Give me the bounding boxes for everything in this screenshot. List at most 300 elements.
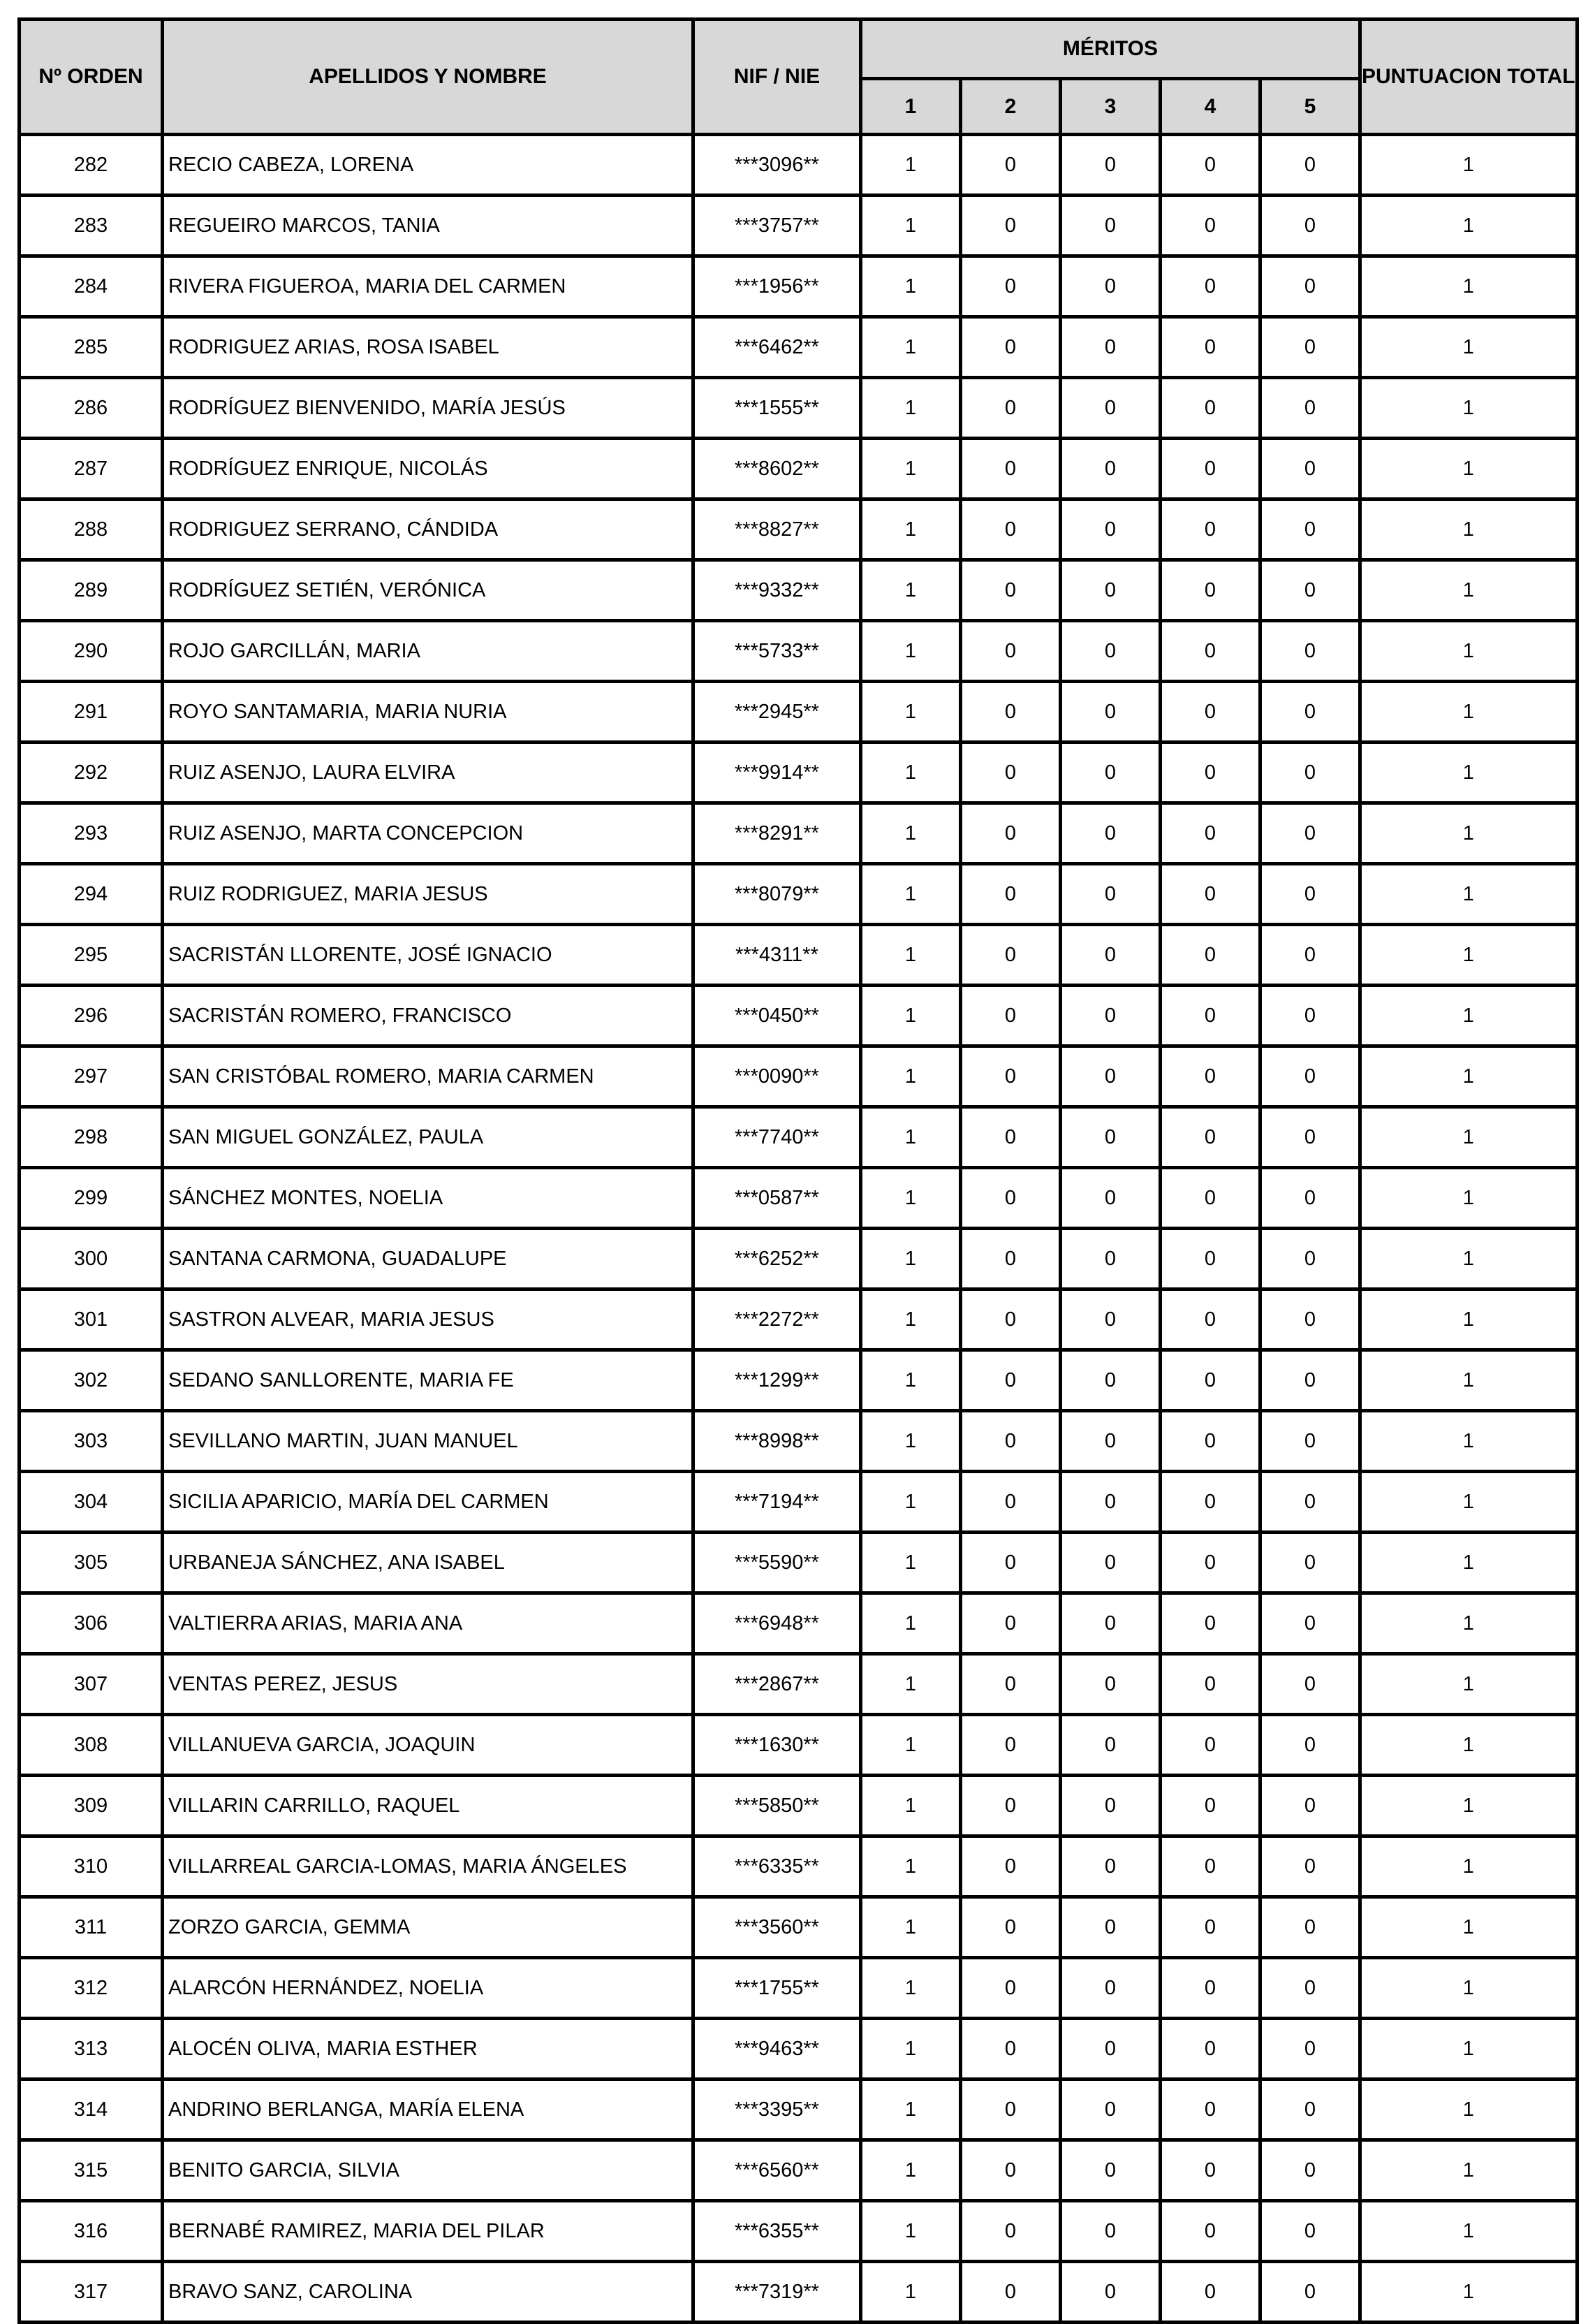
merit-5-cell: 0 [1260,2262,1360,2323]
column-header-nombre: APELLIDOS Y NOMBRE [163,20,693,135]
nif-cell: ***3096** [693,135,861,196]
merit-5-cell: 0 [1260,1046,1360,1107]
merit-4-cell: 0 [1161,1533,1260,1593]
nif-cell: ***8998** [693,1411,861,1472]
merit-1-cell: 1 [861,621,961,682]
table-row [20,1168,1578,1229]
merit-1-cell: 1 [861,1350,961,1411]
order-cell: 317 [20,2262,163,2323]
merit-4-cell: 0 [1161,1715,1260,1776]
merit-5-cell: 0 [1260,135,1360,196]
merit-4-cell: 0 [1161,1593,1260,1654]
merit-2-cell: 0 [961,135,1061,196]
name-cell: SICILIA APARICIO, MARÍA DEL CARMEN [163,1472,693,1533]
name-cell: BENITO GARCIA, SILVIA [163,2140,693,2201]
total-cell: 1 [1360,2019,1578,2080]
nif-cell: ***6355** [693,2201,861,2262]
total-cell: 1 [1360,682,1578,743]
order-cell: 304 [20,1472,163,1533]
merit-5-cell: 0 [1260,560,1360,621]
order-cell: 302 [20,1350,163,1411]
name-cell: RODRÍGUEZ SETIÉN, VERÓNICA [163,560,693,621]
total-cell: 1 [1360,2262,1578,2323]
name-cell: SAN MIGUEL GONZÁLEZ, PAULA [163,1107,693,1168]
order-cell: 296 [20,986,163,1046]
merit-3-cell: 0 [1061,2080,1161,2140]
merit-2-cell: 0 [961,1229,1061,1289]
table-row [20,560,1578,621]
merit-1-cell: 1 [861,1654,961,1715]
table-row [20,1533,1578,1593]
order-cell: 289 [20,560,163,621]
name-cell: SEDANO SANLLORENTE, MARIA FE [163,1350,693,1411]
merit-3-cell: 0 [1061,1654,1161,1715]
name-cell: SANTANA CARMONA, GUADALUPE [163,1229,693,1289]
merit-3-cell: 0 [1061,1411,1161,1472]
merit-4-cell: 0 [1161,1229,1260,1289]
merit-3-cell: 0 [1061,2262,1161,2323]
total-cell: 1 [1360,256,1578,317]
merit-2-cell: 0 [961,439,1061,499]
total-cell: 1 [1360,196,1578,256]
merit-3-cell: 0 [1061,1533,1161,1593]
nif-cell: ***9332** [693,560,861,621]
merit-4-cell: 0 [1161,499,1260,560]
nif-cell: ***2867** [693,1654,861,1715]
merit-1-cell: 1 [861,2262,961,2323]
nif-cell: ***6335** [693,1836,861,1897]
name-cell: SAN CRISTÓBAL ROMERO, MARIA CARMEN [163,1046,693,1107]
merit-5-cell: 0 [1260,1836,1360,1897]
nif-cell: ***5850** [693,1776,861,1836]
total-cell: 1 [1360,1289,1578,1350]
merit-2-cell: 0 [961,1715,1061,1776]
merit-3-cell: 0 [1061,135,1161,196]
order-cell: 285 [20,317,163,378]
merit-5-cell: 0 [1260,743,1360,803]
merit-4-cell: 0 [1161,682,1260,743]
name-cell: RODRIGUEZ SERRANO, CÁNDIDA [163,499,693,560]
merit-3-cell: 0 [1061,986,1161,1046]
merit-2-cell: 0 [961,803,1061,864]
table-row [20,1350,1578,1411]
total-cell: 1 [1360,1776,1578,1836]
order-cell: 305 [20,1533,163,1593]
merit-4-cell: 0 [1161,256,1260,317]
merit-2-cell: 0 [961,1533,1061,1593]
total-cell: 1 [1360,2140,1578,2201]
merit-4-cell: 0 [1161,2201,1260,2262]
merit-3-cell: 0 [1061,1593,1161,1654]
merit-3-cell: 0 [1061,1958,1161,2019]
name-cell: RODRÍGUEZ BIENVENIDO, MARÍA JESÚS [163,378,693,439]
column-header-merito-4: 4 [1161,79,1260,135]
merit-3-cell: 0 [1061,317,1161,378]
nif-cell: ***0587** [693,1168,861,1229]
merit-4-cell: 0 [1161,1958,1260,2019]
merit-4-cell: 0 [1161,2140,1260,2201]
total-cell: 1 [1360,1411,1578,1472]
merit-5-cell: 0 [1260,803,1360,864]
merit-4-cell: 0 [1161,1776,1260,1836]
merit-1-cell: 1 [861,1472,961,1533]
order-cell: 308 [20,1715,163,1776]
table-row [20,378,1578,439]
order-cell: 287 [20,439,163,499]
order-cell: 301 [20,1289,163,1350]
order-cell: 297 [20,1046,163,1107]
merit-2-cell: 0 [961,1107,1061,1168]
merit-1-cell: 1 [861,378,961,439]
name-cell: RUIZ ASENJO, LAURA ELVIRA [163,743,693,803]
name-cell: RODRÍGUEZ ENRIQUE, NICOLÁS [163,439,693,499]
merit-5-cell: 0 [1260,1472,1360,1533]
merit-2-cell: 0 [961,1472,1061,1533]
merit-4-cell: 0 [1161,1472,1260,1533]
merit-5-cell: 0 [1260,2019,1360,2080]
total-cell: 1 [1360,1533,1578,1593]
name-cell: RUIZ ASENJO, MARTA CONCEPCION [163,803,693,864]
merit-4-cell: 0 [1161,1107,1260,1168]
table-row [20,2201,1578,2262]
merit-2-cell: 0 [961,2019,1061,2080]
table-row [20,682,1578,743]
merit-2-cell: 0 [961,317,1061,378]
merit-3-cell: 0 [1061,378,1161,439]
nif-cell: ***8602** [693,439,861,499]
name-cell: URBANEJA SÁNCHEZ, ANA ISABEL [163,1533,693,1593]
table-row [20,803,1578,864]
merit-3-cell: 0 [1061,864,1161,925]
merit-3-cell: 0 [1061,2140,1161,2201]
total-cell: 1 [1360,925,1578,986]
name-cell: VILLARIN CARRILLO, RAQUEL [163,1776,693,1836]
merit-1-cell: 1 [861,1593,961,1654]
table-body [20,135,1578,2323]
merit-4-cell: 0 [1161,803,1260,864]
merit-3-cell: 0 [1061,1715,1161,1776]
merit-2-cell: 0 [961,499,1061,560]
name-cell: SACRISTÁN ROMERO, FRANCISCO [163,986,693,1046]
table-row [20,1836,1578,1897]
merit-5-cell: 0 [1260,1654,1360,1715]
merit-2-cell: 0 [961,1958,1061,2019]
merit-1-cell: 1 [861,1897,961,1958]
table-header [20,20,1578,135]
order-cell: 306 [20,1593,163,1654]
table-row [20,499,1578,560]
merit-3-cell: 0 [1061,2201,1161,2262]
merit-3-cell: 0 [1061,1897,1161,1958]
merit-2-cell: 0 [961,1168,1061,1229]
order-cell: 309 [20,1776,163,1836]
name-cell: BRAVO SANZ, CAROLINA [163,2262,693,2323]
total-cell: 1 [1360,1593,1578,1654]
merit-2-cell: 0 [961,1836,1061,1897]
total-cell: 1 [1360,317,1578,378]
table-row [20,256,1578,317]
merit-2-cell: 0 [961,621,1061,682]
merit-1-cell: 1 [861,803,961,864]
nif-cell: ***9914** [693,743,861,803]
merit-5-cell: 0 [1260,1715,1360,1776]
merit-3-cell: 0 [1061,196,1161,256]
total-cell: 1 [1360,986,1578,1046]
table-row [20,986,1578,1046]
total-cell: 1 [1360,2080,1578,2140]
table-row [20,317,1578,378]
nif-cell: ***5733** [693,621,861,682]
merit-4-cell: 0 [1161,317,1260,378]
column-header-orden: Nº ORDEN [20,20,163,135]
merit-1-cell: 1 [861,439,961,499]
merit-3-cell: 0 [1061,1107,1161,1168]
name-cell: REGUEIRO MARCOS, TANIA [163,196,693,256]
total-cell: 1 [1360,1715,1578,1776]
order-cell: 316 [20,2201,163,2262]
name-cell: SEVILLANO MARTIN, JUAN MANUEL [163,1411,693,1472]
total-cell: 1 [1360,1472,1578,1533]
merit-3-cell: 0 [1061,1350,1161,1411]
nif-cell: ***1755** [693,1958,861,2019]
nif-cell: ***8291** [693,803,861,864]
order-cell: 310 [20,1836,163,1897]
merit-4-cell: 0 [1161,135,1260,196]
merit-3-cell: 0 [1061,925,1161,986]
total-cell: 1 [1360,621,1578,682]
merit-4-cell: 0 [1161,1046,1260,1107]
total-cell: 1 [1360,743,1578,803]
nif-cell: ***6948** [693,1593,861,1654]
total-cell: 1 [1360,378,1578,439]
order-cell: 286 [20,378,163,439]
merit-5-cell: 0 [1260,925,1360,986]
merit-1-cell: 1 [861,256,961,317]
nif-cell: ***4311** [693,925,861,986]
order-cell: 300 [20,1229,163,1289]
name-cell: SACRISTÁN LLORENTE, JOSÉ IGNACIO [163,925,693,986]
merit-4-cell: 0 [1161,1411,1260,1472]
merit-3-cell: 0 [1061,499,1161,560]
merit-5-cell: 0 [1260,1168,1360,1229]
merit-2-cell: 0 [961,1654,1061,1715]
merit-1-cell: 1 [861,1715,961,1776]
table-row [20,1289,1578,1350]
merit-2-cell: 0 [961,986,1061,1046]
merit-2-cell: 0 [961,1897,1061,1958]
total-cell: 1 [1360,135,1578,196]
merit-5-cell: 0 [1260,986,1360,1046]
order-cell: 293 [20,803,163,864]
merit-5-cell: 0 [1260,1776,1360,1836]
merit-2-cell: 0 [961,2262,1061,2323]
merit-2-cell: 0 [961,1350,1061,1411]
order-cell: 303 [20,1411,163,1472]
merit-2-cell: 0 [961,1411,1061,1472]
merit-1-cell: 1 [861,1229,961,1289]
merit-3-cell: 0 [1061,1289,1161,1350]
table-row [20,1654,1578,1715]
table-row [20,1958,1578,2019]
merit-5-cell: 0 [1260,2140,1360,2201]
column-header-merito-3: 3 [1061,79,1161,135]
nif-cell: ***0450** [693,986,861,1046]
merit-2-cell: 0 [961,2201,1061,2262]
merit-4-cell: 0 [1161,1654,1260,1715]
merit-5-cell: 0 [1260,1289,1360,1350]
nif-cell: ***1555** [693,378,861,439]
merit-3-cell: 0 [1061,803,1161,864]
nif-cell: ***3757** [693,196,861,256]
merit-4-cell: 0 [1161,2080,1260,2140]
merit-4-cell: 0 [1161,864,1260,925]
table-row [20,621,1578,682]
merit-4-cell: 0 [1161,1897,1260,1958]
header-row-main [20,20,1578,79]
nif-cell: ***8079** [693,864,861,925]
merit-1-cell: 1 [861,317,961,378]
total-cell: 1 [1360,1229,1578,1289]
merit-4-cell: 0 [1161,439,1260,499]
total-cell: 1 [1360,803,1578,864]
order-cell: 288 [20,499,163,560]
order-cell: 292 [20,743,163,803]
nif-cell: ***9463** [693,2019,861,2080]
table-row [20,864,1578,925]
merit-3-cell: 0 [1061,1836,1161,1897]
table-row [20,2019,1578,2080]
total-cell: 1 [1360,1654,1578,1715]
nif-cell: ***0090** [693,1046,861,1107]
total-cell: 1 [1360,439,1578,499]
order-cell: 282 [20,135,163,196]
table-row [20,135,1578,196]
merit-4-cell: 0 [1161,1836,1260,1897]
merit-1-cell: 1 [861,925,961,986]
merit-5-cell: 0 [1260,1958,1360,2019]
merit-1-cell: 1 [861,560,961,621]
merit-4-cell: 0 [1161,1168,1260,1229]
nif-cell: ***2945** [693,682,861,743]
merit-5-cell: 0 [1260,2080,1360,2140]
total-cell: 1 [1360,1107,1578,1168]
merit-1-cell: 1 [861,2201,961,2262]
order-cell: 295 [20,925,163,986]
merit-2-cell: 0 [961,1046,1061,1107]
merit-4-cell: 0 [1161,925,1260,986]
merit-5-cell: 0 [1260,256,1360,317]
table-row [20,1897,1578,1958]
merit-2-cell: 0 [961,743,1061,803]
merit-3-cell: 0 [1061,1229,1161,1289]
name-cell: VENTAS PEREZ, JESUS [163,1654,693,1715]
merit-2-cell: 0 [961,864,1061,925]
merit-1-cell: 1 [861,1533,961,1593]
name-cell: RUIZ RODRIGUEZ, MARIA JESUS [163,864,693,925]
nif-cell: ***7194** [693,1472,861,1533]
table-row [20,925,1578,986]
nif-cell: ***3395** [693,2080,861,2140]
merit-5-cell: 0 [1260,621,1360,682]
order-cell: 314 [20,2080,163,2140]
merit-1-cell: 1 [861,499,961,560]
merit-1-cell: 1 [861,135,961,196]
name-cell: RODRIGUEZ ARIAS, ROSA ISABEL [163,317,693,378]
table-row [20,1472,1578,1533]
total-cell: 1 [1360,864,1578,925]
merit-2-cell: 0 [961,925,1061,986]
table-row [20,2080,1578,2140]
merit-3-cell: 0 [1061,621,1161,682]
merit-3-cell: 0 [1061,256,1161,317]
merit-1-cell: 1 [861,682,961,743]
results-table [17,17,1579,2324]
name-cell: VILLANUEVA GARCIA, JOAQUIN [163,1715,693,1776]
total-cell: 1 [1360,560,1578,621]
merit-4-cell: 0 [1161,378,1260,439]
merit-3-cell: 0 [1061,682,1161,743]
column-header-merito-2: 2 [961,79,1061,135]
merit-1-cell: 1 [861,864,961,925]
merit-1-cell: 1 [861,1958,961,2019]
column-header-merito-5: 5 [1260,79,1360,135]
order-cell: 283 [20,196,163,256]
merit-5-cell: 0 [1260,682,1360,743]
table-row [20,1715,1578,1776]
merit-3-cell: 0 [1061,2019,1161,2080]
order-cell: 311 [20,1897,163,1958]
total-cell: 1 [1360,499,1578,560]
merit-5-cell: 0 [1260,196,1360,256]
merit-5-cell: 0 [1260,1533,1360,1593]
name-cell: BERNABÉ RAMIREZ, MARIA DEL PILAR [163,2201,693,2262]
nif-cell: ***7319** [693,2262,861,2323]
merit-2-cell: 0 [961,1289,1061,1350]
order-cell: 298 [20,1107,163,1168]
merit-4-cell: 0 [1161,621,1260,682]
table-row [20,1046,1578,1107]
merit-4-cell: 0 [1161,743,1260,803]
merit-5-cell: 0 [1260,1411,1360,1472]
merit-5-cell: 0 [1260,317,1360,378]
merit-2-cell: 0 [961,196,1061,256]
name-cell: ALOCÉN OLIVA, MARIA ESTHER [163,2019,693,2080]
merit-3-cell: 0 [1061,1046,1161,1107]
merit-1-cell: 1 [861,1046,961,1107]
merit-2-cell: 0 [961,378,1061,439]
total-cell: 1 [1360,1958,1578,2019]
merit-2-cell: 0 [961,2140,1061,2201]
nif-cell: ***5590** [693,1533,861,1593]
merit-3-cell: 0 [1061,560,1161,621]
total-cell: 1 [1360,1350,1578,1411]
merit-2-cell: 0 [961,560,1061,621]
name-cell: ZORZO GARCIA, GEMMA [163,1897,693,1958]
merit-1-cell: 1 [861,1289,961,1350]
table-row [20,743,1578,803]
merit-1-cell: 1 [861,986,961,1046]
table-row [20,439,1578,499]
column-header-puntuacion: PUNTUACION TOTAL [1360,20,1578,135]
total-cell: 1 [1360,1046,1578,1107]
nif-cell: ***2272** [693,1289,861,1350]
table-row [20,1411,1578,1472]
merit-4-cell: 0 [1161,1350,1260,1411]
order-cell: 291 [20,682,163,743]
order-cell: 284 [20,256,163,317]
merit-3-cell: 0 [1061,1472,1161,1533]
total-cell: 1 [1360,1836,1578,1897]
